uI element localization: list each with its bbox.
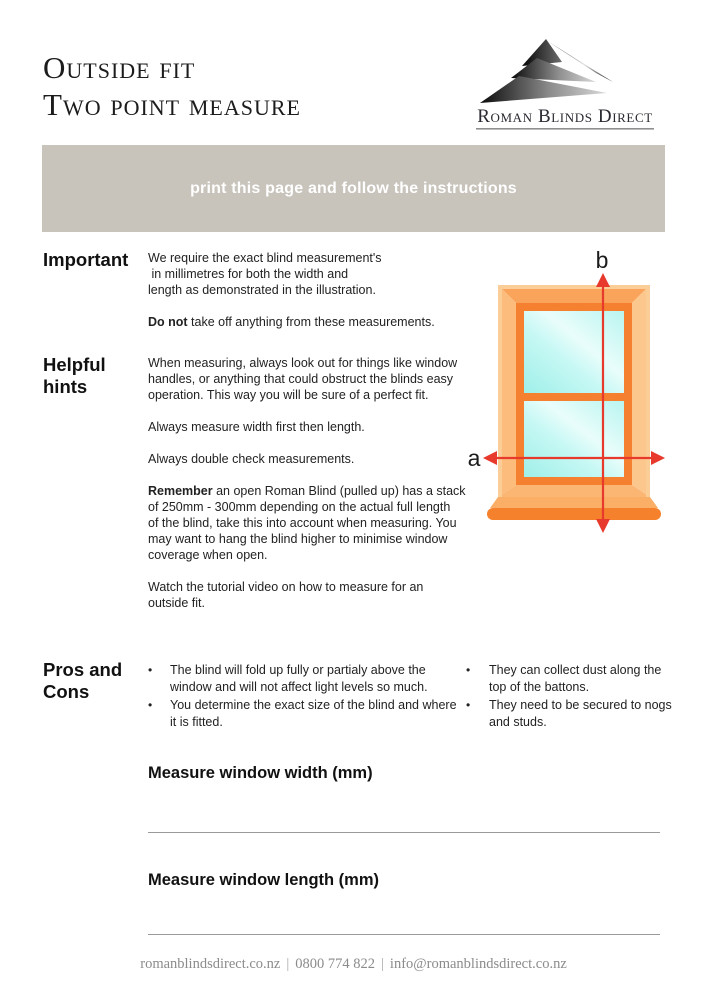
text-line: Do not take off anything from these measurements. [148, 315, 435, 329]
instruction-banner-text: print this page and follow the instructions [190, 179, 517, 197]
label-b: b [595, 247, 609, 273]
text-line: window and will not affect light levels so much. [170, 679, 428, 694]
frame-highlight-right [646, 285, 650, 497]
arrow-down-icon [596, 519, 610, 533]
text-line: Remember an open Roman Blind (pulled up) has a stack [148, 484, 466, 498]
footer-email: info@romanblindsdirect.co.nz [389, 956, 567, 972]
bullet-item [148, 662, 468, 695]
text-line: The blind will fold up fully or partialy above the [170, 663, 426, 677]
bullet-text [489, 662, 661, 695]
window-glass-lower [524, 401, 624, 477]
text-line: They need to be secured to nogs [489, 698, 672, 712]
proscons-heading-line1: Pros and [43, 659, 123, 680]
text-line: handles, or anything that could obstruct the blinds easy [148, 372, 454, 386]
window-frame-bottom [498, 485, 650, 497]
text-line: Always double check measurements. [148, 452, 355, 466]
pros-list [148, 662, 468, 732]
paragraph [148, 483, 478, 563]
frame-highlight-top [498, 285, 650, 289]
text-line: of 250mm - 300mm depending on the actual full length [148, 500, 451, 514]
page-title-line2: Two point measure [43, 87, 301, 122]
paragraph [148, 250, 478, 298]
bullet-text [170, 662, 428, 695]
text-line: length as demonstrated in the illustration. [148, 283, 376, 297]
text-line: top of the battons. [489, 679, 590, 694]
logo-underline [476, 128, 654, 130]
bullet-text [489, 697, 672, 730]
frame-highlight-left [498, 285, 502, 497]
page-title [43, 49, 301, 123]
blinds-mountain-icon [470, 33, 660, 133]
text-line: operation. This way you will be sure of a perfect fit. [148, 388, 429, 402]
measure-length-label: Measure window length (mm) [148, 871, 380, 889]
instruction-banner [42, 145, 665, 232]
bullet-icon: • [148, 698, 153, 712]
length-answer-line [148, 934, 660, 935]
brand-wordmark: Roman Blinds Direct [477, 106, 653, 127]
bullet-icon: • [466, 663, 471, 677]
text-line: You determine the exact size of the blind and where [170, 698, 457, 712]
measure-width-label: Measure window width (mm) [148, 764, 373, 782]
paragraph [148, 355, 478, 403]
bullet-icon: • [466, 698, 471, 712]
proscons-heading-line2: Cons [43, 681, 90, 702]
footer-website: romanblindsdirect.co.nz [140, 956, 281, 972]
text-line: When measuring, always look out for things like window [148, 356, 458, 370]
window-glass-upper [524, 311, 624, 393]
window-measure-illustration [455, 245, 665, 545]
arrow-right-icon [651, 451, 665, 465]
footer-separator: | [381, 956, 384, 972]
page-title-line1: Outside fit [43, 50, 196, 85]
helpful-heading-line1: Helpful [43, 354, 106, 375]
bullet-item [466, 662, 676, 695]
company-logo [470, 33, 660, 133]
footer-contact [42, 956, 665, 973]
bullet-item [466, 697, 676, 730]
paragraph [148, 451, 478, 467]
text-line: Always measure width first then length. [148, 420, 365, 434]
important-text [148, 250, 478, 330]
cons-list [466, 662, 676, 732]
arrow-up-icon [596, 273, 610, 287]
text-line: outside fit. [148, 596, 205, 610]
paragraph [148, 314, 478, 330]
section-heading-pros-cons [43, 659, 122, 703]
text-line: We require the exact blind measurement's [148, 251, 382, 265]
section-heading-important: Important [43, 249, 129, 270]
section-heading-helpful-hints [43, 354, 106, 398]
text-line: and studs. [489, 714, 547, 729]
bullet-item [148, 697, 468, 730]
text-line: of the blind, take this into account when measuring. You [148, 516, 457, 530]
bullet-text [170, 697, 457, 730]
text-line: in millimetres for both the width and [148, 267, 349, 281]
footer-phone: 0800 774 822 [295, 956, 376, 972]
width-answer-line [148, 832, 660, 833]
bullet-icon: • [148, 663, 153, 677]
helpful-hints-text [148, 355, 478, 611]
text-line: it is fitted. [170, 714, 223, 729]
text-line: Watch the tutorial video on how to measure for an [148, 580, 424, 594]
text-line: They can collect dust along the [489, 663, 662, 677]
window-sill-bar [487, 508, 661, 520]
window-sill-slope [490, 497, 658, 508]
footer-separator: | [286, 956, 290, 972]
text-line: may want to hang the blind higher to minimise window [148, 532, 448, 546]
paragraph [148, 419, 478, 435]
arrow-left-icon [483, 451, 497, 465]
label-a: a [467, 445, 481, 471]
paragraph [148, 579, 478, 611]
helpful-heading-line2: hints [43, 376, 88, 397]
text-line: coverage when open. [148, 548, 268, 562]
